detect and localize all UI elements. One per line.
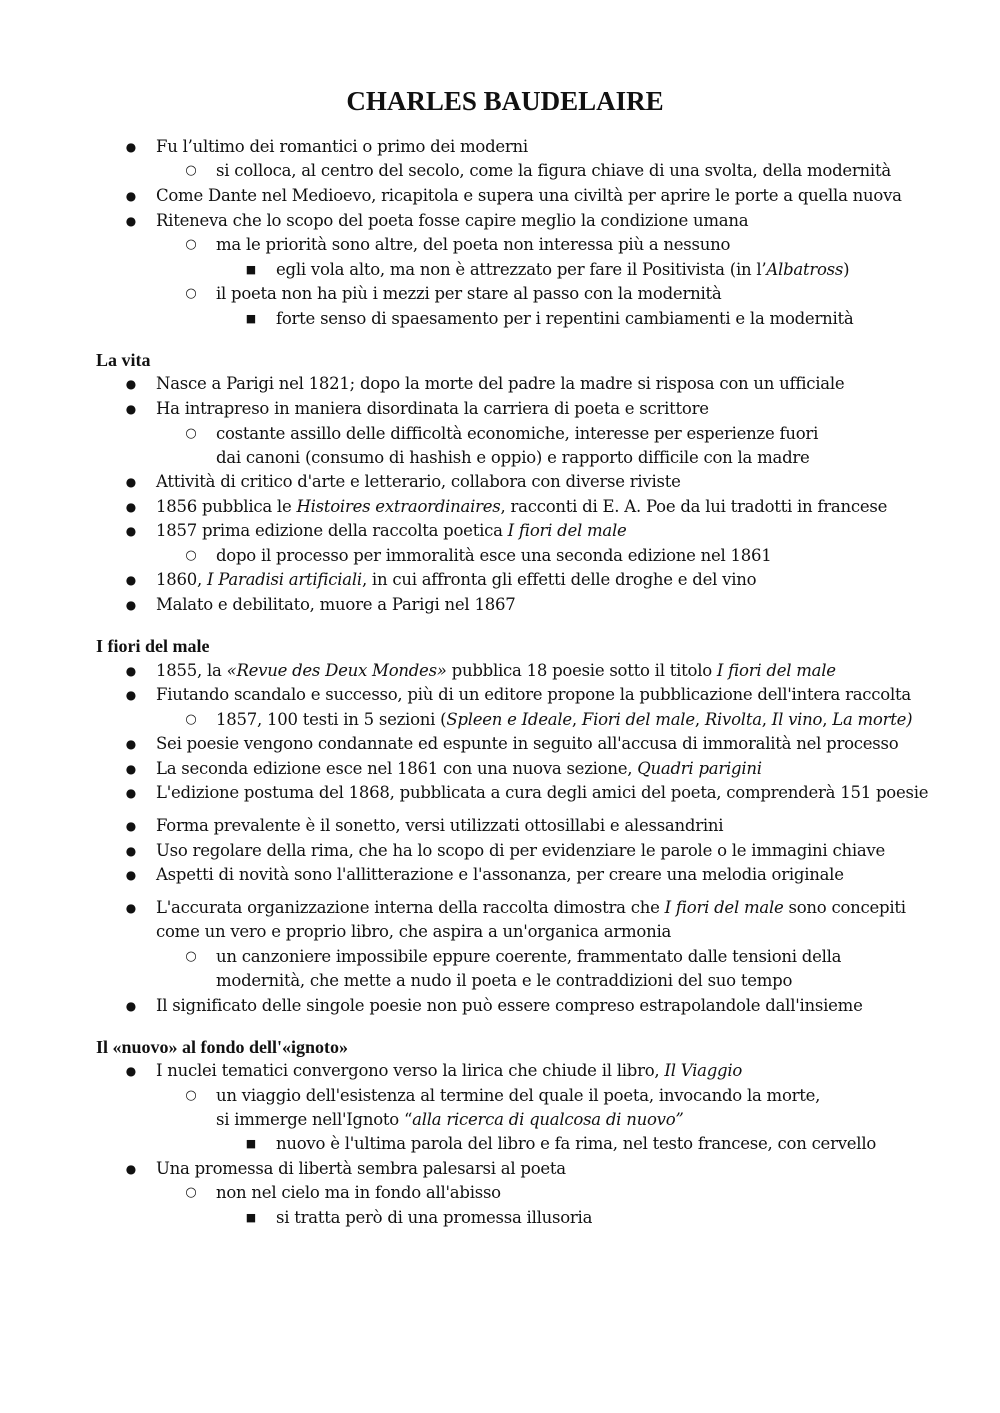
bullet-dot-icon: ● xyxy=(125,688,137,702)
bullet-dot-icon: ● xyxy=(125,475,137,489)
list-item-text: costante assillo delle difficoltà economiche, interesse per esperienze fuori xyxy=(216,424,819,443)
list-item-text: Nasce a Parigi nel 1821; dopo la morte del padre la madre si risposa con un ufficiale xyxy=(156,374,845,393)
text-segment: I nuclei tematici convergono verso la lirica che chiude il libro, xyxy=(156,1061,665,1080)
italic-title: Rivolta xyxy=(704,710,762,729)
bullet-circle-icon: ○ xyxy=(185,426,197,441)
list-item-text xyxy=(156,757,762,781)
list-item-text: Aspetti di novità sono l'allitterazione e l'assonanza, per creare una melodia originale xyxy=(156,865,844,884)
text-segment: si immerge nell'Ignoto “ xyxy=(216,1110,413,1129)
italic-title: Histoires extraordinaires xyxy=(296,497,501,516)
italic-title: I Paradisi artificiali xyxy=(206,570,362,589)
list-item-text: si colloca, al centro del secolo, come la figura chiave di una svolta, della modernità xyxy=(216,161,891,180)
bullet-circle-icon: ○ xyxy=(185,286,197,301)
list-item-text: Il significato delle singole poesie non può essere compreso estrapolandole dall'insieme xyxy=(156,996,863,1015)
bullet-dot-icon: ● xyxy=(125,573,137,587)
list-item-text: modernità, che mette a nudo il poeta e le contraddizioni del suo tempo xyxy=(216,971,793,990)
text-segment: 1857 prima edizione della raccolta poetica xyxy=(156,521,508,540)
list-item-text: dopo il processo per immoralità esce una seconda edizione nel 1861 xyxy=(216,546,772,565)
list-item-text: Malato e debilitato, muore a Parigi nel 1867 xyxy=(156,595,516,614)
bullet-dot-icon: ● xyxy=(125,189,137,203)
list-item-text: un canzoniere impossibile eppure coerente, frammentato dalle tensioni della xyxy=(216,947,842,966)
list-item-text: forte senso di spaesamento per i repentini cambiamenti e la modernità xyxy=(276,309,854,328)
list-item-text xyxy=(216,708,912,732)
text-segment: L'accurata organizzazione interna della raccolta dimostra che xyxy=(156,898,665,917)
list-item-text xyxy=(156,1059,742,1083)
bullet-circle-icon: ○ xyxy=(185,163,197,178)
bullet-dot-icon: ● xyxy=(125,402,137,416)
bullet-circle-icon: ○ xyxy=(185,1185,197,1200)
text-segment: pubblica 18 poesie sotto il titolo xyxy=(446,661,717,680)
list-item-text xyxy=(156,495,887,519)
italic-title: I fiori del male xyxy=(507,521,627,540)
text-segment: egli vola alto, ma non è attrezzato per fare il Positivista (in l’ xyxy=(276,260,767,279)
list-item-text: nuovo è l'ultima parola del libro e fa rima, nel testo francese, con cervello xyxy=(276,1134,877,1153)
list-item-text xyxy=(156,659,836,683)
text-segment: , xyxy=(761,710,772,729)
italic-title: Albatross xyxy=(766,260,844,279)
bullet-dot-icon: ● xyxy=(125,377,137,391)
list-item-text: Attività di critico d'arte e letterario, collabora con diverse riviste xyxy=(156,472,681,491)
list-item-text: Riteneva che lo scopo del poeta fosse capire meglio la condizione umana xyxy=(156,211,749,230)
italic-title: I fiori del male xyxy=(716,661,836,680)
italic-title: Il vino xyxy=(771,710,823,729)
bullet-dot-icon: ● xyxy=(125,901,137,915)
list-item-text: Sei poesie vengono condannate ed espunte in seguito all'accusa di immoralità nel processo xyxy=(156,734,899,753)
italic-title: Il Viaggio xyxy=(664,1061,743,1080)
italic-title: Spleen e Ideale xyxy=(446,710,572,729)
bullet-circle-icon: ○ xyxy=(185,949,197,964)
bullet-dot-icon: ● xyxy=(125,844,137,858)
bullet-dot-icon: ● xyxy=(125,664,137,678)
section-heading-nuovo: Il «nuovo» al fondo dell'«ignoto» xyxy=(96,1037,349,1057)
text-segment: 1856 pubblica le xyxy=(156,497,297,516)
text-segment: , xyxy=(822,710,833,729)
section-heading-fiori: I fiori del male xyxy=(96,636,210,656)
bullet-square-icon: ■ xyxy=(245,1211,257,1224)
list-item-text xyxy=(156,519,627,543)
bullet-dot-icon: ● xyxy=(125,786,137,800)
list-item-text: non nel cielo ma in fondo all'abisso xyxy=(216,1183,501,1202)
italic-title: Fiori del male xyxy=(581,710,695,729)
list-item-text: il poeta non ha più i mezzi per stare al passo con la modernità xyxy=(216,284,722,303)
list-item-text: Forma prevalente è il sonetto, versi utilizzati ottosillabi e alessandrini xyxy=(156,816,724,835)
list-item-text: come un vero e proprio libro, che aspira a un'organica armonia xyxy=(156,922,672,941)
bullet-square-icon: ■ xyxy=(245,263,257,276)
bullet-circle-icon: ○ xyxy=(185,1088,197,1103)
page-title: CHARLES BAUDELAIRE xyxy=(346,86,664,116)
bullet-dot-icon: ● xyxy=(125,762,137,776)
list-item-text xyxy=(156,896,906,920)
bullet-dot-icon: ● xyxy=(125,140,137,154)
list-item-text: Uso regolare della rima, che ha lo scopo di per evidenziare le parole o le immagini chiave xyxy=(156,841,886,860)
text-segment: , in cui affronta gli effetti delle droghe e del vino xyxy=(361,570,757,589)
list-item-text: Come Dante nel Medioevo, ricapitola e supera una civiltà per aprire le porte a quella nuova xyxy=(156,186,902,205)
bullet-dot-icon: ● xyxy=(125,214,137,228)
list-item-text xyxy=(156,568,756,592)
text-segment: 1857, 100 testi in 5 sezioni ( xyxy=(216,710,447,729)
text-segment: , xyxy=(571,710,582,729)
text-segment: La seconda edizione esce nel 1861 con una nuova sezione, xyxy=(156,759,638,778)
list-item-text: un viaggio dell'esistenza al termine del quale il poeta, invocando la morte, xyxy=(216,1086,821,1105)
italic-title: «Revue des Deux Mondes» xyxy=(226,661,447,680)
list-item-text: L'edizione postuma del 1868, pubblicata a cura degli amici del poeta, comprenderà 151 poesie xyxy=(156,783,929,802)
italic-quote: alla ricerca di qualcosa di nuovo” xyxy=(412,1110,684,1129)
list-item-text: si tratta però di una promessa illusoria xyxy=(276,1208,593,1227)
list-item-text: Fu l’ultimo dei romantici o primo dei moderni xyxy=(156,137,528,156)
text-segment: , racconti di E. A. Poe da lui tradotti in francese xyxy=(500,497,888,516)
bullet-dot-icon: ● xyxy=(125,524,137,538)
text-segment: 1860, xyxy=(156,570,207,589)
bullet-dot-icon: ● xyxy=(125,500,137,514)
list-item-text: Una promessa di libertà sembra palesarsi al poeta xyxy=(156,1159,566,1178)
italic-title: Quadri parigini xyxy=(637,759,762,778)
bullet-dot-icon: ● xyxy=(125,999,137,1013)
text-segment: ) xyxy=(843,260,850,279)
bullet-square-icon: ■ xyxy=(245,1137,257,1150)
list-item-text: dai canoni (consumo di hashish e oppio) e rapporto difficile con la madre xyxy=(216,448,810,467)
bullet-dot-icon: ● xyxy=(125,737,137,751)
list-item-text: Ha intrapreso in maniera disordinata la carriera di poeta e scrittore xyxy=(156,399,709,418)
section-heading-vita: La vita xyxy=(96,350,151,370)
bullet-dot-icon: ● xyxy=(125,1162,137,1176)
list-item-text xyxy=(276,258,849,282)
bullet-dot-icon: ● xyxy=(125,819,137,833)
text-segment: 1855, la xyxy=(156,661,227,680)
list-item-text xyxy=(216,1108,684,1132)
bullet-square-icon: ■ xyxy=(245,312,257,325)
bullet-dot-icon: ● xyxy=(125,868,137,882)
bullet-circle-icon: ○ xyxy=(185,548,197,563)
bullet-dot-icon: ● xyxy=(125,1064,137,1078)
italic-title: I fiori del male xyxy=(664,898,784,917)
italic-title: La morte) xyxy=(832,710,913,729)
list-item-text: Fiutando scandalo e successo, più di un editore propone la pubblicazione dell'intera raccolta xyxy=(156,685,911,704)
text-segment: sono concepiti xyxy=(783,898,906,917)
bullet-circle-icon: ○ xyxy=(185,712,197,727)
text-segment: , xyxy=(694,710,705,729)
bullet-dot-icon: ● xyxy=(125,598,137,612)
list-item-text: ma le priorità sono altre, del poeta non interessa più a nessuno xyxy=(216,235,731,254)
bullet-circle-icon: ○ xyxy=(185,237,197,252)
